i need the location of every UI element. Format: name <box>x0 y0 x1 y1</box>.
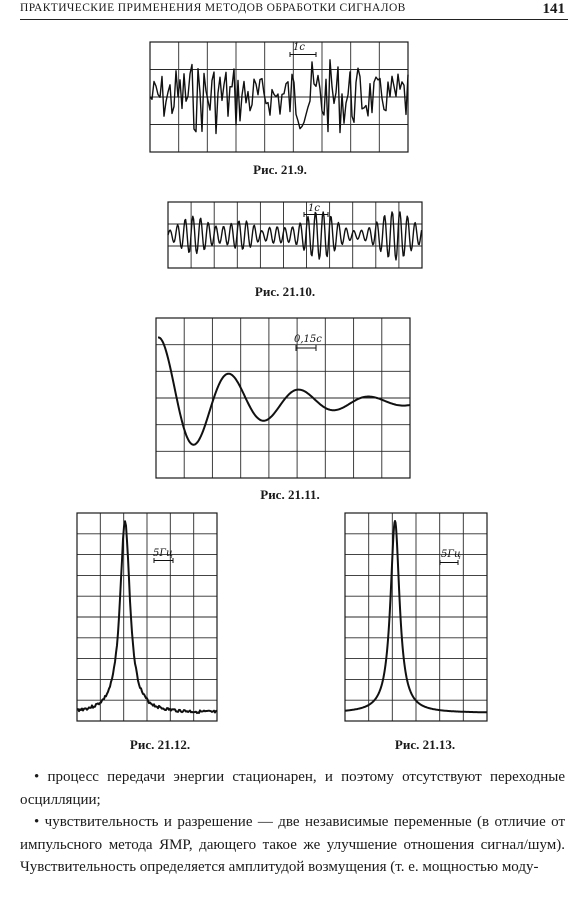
figure-21-10-filtered-trace <box>168 202 422 270</box>
paragraph-sensitivity: • чувствительность и разрешение — две независимые переменные (в отличие от импульсного метода ЯМР, дающего такое же улучшение отношения сигнал/шум). Чувствительность определяется амплитудой возмущения (т. е. мощностью моду- <box>20 814 565 875</box>
header-rule <box>20 19 568 20</box>
caption-figure-21-12: Рис. 21.12. <box>129 737 191 752</box>
scale-label: 0,15с <box>294 334 322 345</box>
scale-label: 1с <box>293 42 305 53</box>
figure-21-9-noise-trace <box>150 42 408 154</box>
caption-figure-21-11: Рис. 21.11. <box>260 487 320 502</box>
figure-21-11-damped-oscillation <box>156 318 412 480</box>
header-title: ПРАКТИЧЕСКИЕ ПРИМЕНЕНИЯ МЕТОДОВ ОБРАБОТКИ СИГНАЛОВ <box>20 2 406 14</box>
page-number: 141 <box>542 1 565 17</box>
scale-label: 5Гц <box>441 549 461 560</box>
figure-21-12-spectrum-peak <box>77 513 219 723</box>
caption-figure-21-13: Рис. 21.13. <box>394 737 456 752</box>
scale-label: 1с <box>308 203 320 214</box>
caption-figure-21-9: Рис. 21.9. <box>253 162 307 177</box>
figure-21-13-spectrum-peak <box>345 513 489 723</box>
running-header <box>20 2 565 18</box>
body-text <box>20 766 565 879</box>
paragraph-steady-state: • процесс передачи энергии стационарен, и поэтому отсутствуют переходные осцилляции; <box>20 769 565 808</box>
scale-label: 5Гц <box>153 548 173 559</box>
caption-figure-21-10: Рис. 21.10. <box>254 284 316 299</box>
